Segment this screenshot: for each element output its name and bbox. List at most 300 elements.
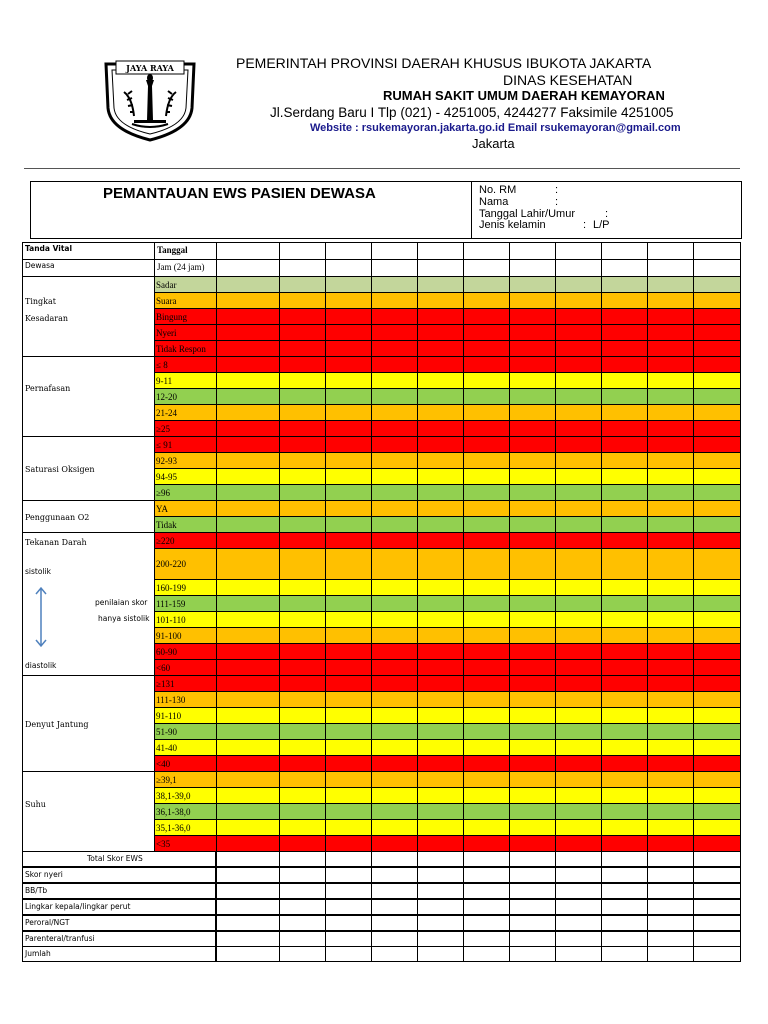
data-entry-cell[interactable] [279, 452, 326, 469]
data-entry-cell[interactable] [325, 627, 372, 644]
data-entry-cell[interactable] [279, 516, 326, 533]
data-entry-cell[interactable] [325, 500, 372, 517]
data-entry-cell[interactable] [555, 739, 602, 756]
data-entry-cell[interactable] [371, 611, 418, 628]
data-entry-cell[interactable] [325, 356, 372, 373]
data-entry-cell[interactable] [279, 579, 326, 596]
data-entry-cell[interactable] [647, 276, 694, 293]
data-entry-cell[interactable] [509, 420, 556, 437]
data-entry-cell[interactable] [601, 516, 648, 533]
data-entry-cell[interactable] [371, 292, 418, 309]
data-entry-cell[interactable] [417, 259, 464, 277]
summary-entry-cell[interactable] [216, 946, 280, 962]
data-entry-cell[interactable] [647, 548, 694, 580]
summary-entry-cell[interactable] [279, 851, 326, 867]
data-entry-cell[interactable] [601, 611, 648, 628]
data-entry-cell[interactable] [601, 675, 648, 692]
data-entry-cell[interactable] [555, 356, 602, 373]
summary-entry-cell[interactable] [216, 899, 280, 915]
summary-entry-cell[interactable] [279, 867, 326, 883]
data-entry-cell[interactable] [463, 723, 510, 740]
data-entry-cell[interactable] [279, 468, 326, 485]
data-entry-cell[interactable] [647, 500, 694, 517]
data-entry-cell[interactable] [371, 803, 418, 820]
data-entry-cell[interactable] [417, 468, 464, 485]
data-entry-cell[interactable] [601, 532, 648, 549]
summary-entry-cell[interactable] [216, 931, 280, 947]
data-entry-cell[interactable] [463, 516, 510, 533]
data-entry-cell[interactable] [509, 627, 556, 644]
data-entry-cell[interactable] [693, 308, 741, 325]
data-entry-cell[interactable] [216, 548, 280, 580]
summary-entry-cell[interactable] [647, 851, 694, 867]
summary-entry-cell[interactable] [647, 899, 694, 915]
data-entry-cell[interactable] [417, 276, 464, 293]
data-entry-cell[interactable] [371, 819, 418, 836]
data-entry-cell[interactable] [325, 532, 372, 549]
data-entry-cell[interactable] [601, 404, 648, 421]
data-entry-cell[interactable] [601, 548, 648, 580]
data-entry-cell[interactable] [555, 242, 602, 260]
summary-entry-cell[interactable] [601, 883, 648, 899]
data-entry-cell[interactable] [216, 308, 280, 325]
data-entry-cell[interactable] [555, 787, 602, 804]
data-entry-cell[interactable] [693, 500, 741, 517]
data-entry-cell[interactable] [417, 420, 464, 437]
data-entry-cell[interactable] [463, 611, 510, 628]
summary-entry-cell[interactable] [509, 883, 556, 899]
data-entry-cell[interactable] [216, 707, 280, 724]
data-entry-cell[interactable] [216, 404, 280, 421]
data-entry-cell[interactable] [555, 516, 602, 533]
data-entry-cell[interactable] [325, 242, 372, 260]
data-entry-cell[interactable] [417, 324, 464, 341]
data-entry-cell[interactable] [509, 242, 556, 260]
data-entry-cell[interactable] [371, 340, 418, 357]
data-entry-cell[interactable] [216, 276, 280, 293]
data-entry-cell[interactable] [601, 579, 648, 596]
data-entry-cell[interactable] [417, 723, 464, 740]
data-entry-cell[interactable] [216, 500, 280, 517]
data-entry-cell[interactable] [325, 452, 372, 469]
data-entry-cell[interactable] [555, 468, 602, 485]
summary-entry-cell[interactable] [279, 946, 326, 962]
data-entry-cell[interactable] [693, 803, 741, 820]
data-entry-cell[interactable] [555, 723, 602, 740]
data-entry-cell[interactable] [417, 739, 464, 756]
data-entry-cell[interactable] [325, 340, 372, 357]
data-entry-cell[interactable] [279, 595, 326, 612]
data-entry-cell[interactable] [417, 819, 464, 836]
data-entry-cell[interactable] [216, 739, 280, 756]
data-entry-cell[interactable] [216, 259, 280, 277]
data-entry-cell[interactable] [693, 340, 741, 357]
data-entry-cell[interactable] [555, 340, 602, 357]
summary-entry-cell[interactable] [555, 851, 602, 867]
data-entry-cell[interactable] [216, 452, 280, 469]
data-entry-cell[interactable] [463, 643, 510, 660]
data-entry-cell[interactable] [463, 803, 510, 820]
data-entry-cell[interactable] [216, 242, 280, 260]
data-entry-cell[interactable] [509, 388, 556, 405]
data-entry-cell[interactable] [216, 356, 280, 373]
data-entry-cell[interactable] [601, 787, 648, 804]
data-entry-cell[interactable] [417, 579, 464, 596]
data-entry-cell[interactable] [325, 835, 372, 852]
data-entry-cell[interactable] [601, 627, 648, 644]
data-entry-cell[interactable] [325, 292, 372, 309]
summary-entry-cell[interactable] [417, 931, 464, 947]
data-entry-cell[interactable] [279, 819, 326, 836]
summary-entry-cell[interactable] [555, 931, 602, 947]
data-entry-cell[interactable] [463, 388, 510, 405]
data-entry-cell[interactable] [279, 276, 326, 293]
data-entry-cell[interactable] [216, 643, 280, 660]
data-entry-cell[interactable] [647, 643, 694, 660]
data-entry-cell[interactable] [463, 771, 510, 788]
data-entry-cell[interactable] [509, 787, 556, 804]
data-entry-cell[interactable] [417, 372, 464, 389]
data-entry-cell[interactable] [647, 420, 694, 437]
data-entry-cell[interactable] [601, 707, 648, 724]
summary-entry-cell[interactable] [279, 883, 326, 899]
data-entry-cell[interactable] [216, 516, 280, 533]
data-entry-cell[interactable] [463, 707, 510, 724]
data-entry-cell[interactable] [601, 739, 648, 756]
summary-entry-cell[interactable] [555, 915, 602, 931]
data-entry-cell[interactable] [555, 452, 602, 469]
data-entry-cell[interactable] [693, 643, 741, 660]
summary-entry-cell[interactable] [325, 915, 372, 931]
summary-entry-cell[interactable] [601, 915, 648, 931]
data-entry-cell[interactable] [601, 356, 648, 373]
data-entry-cell[interactable] [371, 468, 418, 485]
data-entry-cell[interactable] [216, 484, 280, 501]
data-entry-cell[interactable] [371, 643, 418, 660]
data-entry-cell[interactable] [325, 739, 372, 756]
data-entry-cell[interactable] [601, 771, 648, 788]
data-entry-cell[interactable] [509, 803, 556, 820]
data-entry-cell[interactable] [647, 835, 694, 852]
data-entry-cell[interactable] [216, 659, 280, 676]
data-entry-cell[interactable] [647, 468, 694, 485]
data-entry-cell[interactable] [417, 691, 464, 708]
data-entry-cell[interactable] [693, 755, 741, 772]
summary-entry-cell[interactable] [279, 899, 326, 915]
data-entry-cell[interactable] [325, 659, 372, 676]
data-entry-cell[interactable] [463, 755, 510, 772]
data-entry-cell[interactable] [601, 242, 648, 260]
data-entry-cell[interactable] [371, 324, 418, 341]
data-entry-cell[interactable] [325, 468, 372, 485]
data-entry-cell[interactable] [279, 643, 326, 660]
data-entry-cell[interactable] [463, 659, 510, 676]
data-entry-cell[interactable] [509, 819, 556, 836]
data-entry-cell[interactable] [371, 388, 418, 405]
data-entry-cell[interactable] [371, 516, 418, 533]
summary-entry-cell[interactable] [509, 915, 556, 931]
data-entry-cell[interactable] [601, 292, 648, 309]
data-entry-cell[interactable] [601, 308, 648, 325]
data-entry-cell[interactable] [216, 771, 280, 788]
data-entry-cell[interactable] [325, 404, 372, 421]
data-entry-cell[interactable] [417, 356, 464, 373]
data-entry-cell[interactable] [417, 532, 464, 549]
summary-entry-cell[interactable] [325, 851, 372, 867]
data-entry-cell[interactable] [509, 548, 556, 580]
data-entry-cell[interactable] [647, 739, 694, 756]
data-entry-cell[interactable] [693, 659, 741, 676]
data-entry-cell[interactable] [279, 675, 326, 692]
data-entry-cell[interactable] [463, 324, 510, 341]
data-entry-cell[interactable] [279, 404, 326, 421]
summary-entry-cell[interactable] [601, 899, 648, 915]
data-entry-cell[interactable] [647, 675, 694, 692]
data-entry-cell[interactable] [647, 259, 694, 277]
data-entry-cell[interactable] [463, 356, 510, 373]
data-entry-cell[interactable] [693, 516, 741, 533]
data-entry-cell[interactable] [509, 516, 556, 533]
data-entry-cell[interactable] [601, 452, 648, 469]
data-entry-cell[interactable] [216, 755, 280, 772]
data-entry-cell[interactable] [463, 595, 510, 612]
data-entry-cell[interactable] [509, 755, 556, 772]
data-entry-cell[interactable] [279, 242, 326, 260]
data-entry-cell[interactable] [371, 579, 418, 596]
data-entry-cell[interactable] [216, 819, 280, 836]
data-entry-cell[interactable] [216, 691, 280, 708]
summary-entry-cell[interactable] [463, 867, 510, 883]
data-entry-cell[interactable] [279, 259, 326, 277]
data-entry-cell[interactable] [647, 340, 694, 357]
data-entry-cell[interactable] [216, 340, 280, 357]
summary-entry-cell[interactable] [463, 931, 510, 947]
summary-entry-cell[interactable] [509, 931, 556, 947]
data-entry-cell[interactable] [693, 388, 741, 405]
data-entry-cell[interactable] [509, 468, 556, 485]
data-entry-cell[interactable] [555, 819, 602, 836]
data-entry-cell[interactable] [693, 532, 741, 549]
data-entry-cell[interactable] [509, 276, 556, 293]
summary-entry-cell[interactable] [279, 915, 326, 931]
data-entry-cell[interactable] [371, 308, 418, 325]
summary-entry-cell[interactable] [647, 915, 694, 931]
data-entry-cell[interactable] [693, 276, 741, 293]
data-entry-cell[interactable] [647, 436, 694, 453]
data-entry-cell[interactable] [509, 452, 556, 469]
data-entry-cell[interactable] [325, 308, 372, 325]
data-entry-cell[interactable] [279, 611, 326, 628]
data-entry-cell[interactable] [555, 388, 602, 405]
data-entry-cell[interactable] [325, 675, 372, 692]
summary-entry-cell[interactable] [693, 851, 741, 867]
data-entry-cell[interactable] [647, 452, 694, 469]
data-entry-cell[interactable] [601, 324, 648, 341]
data-entry-cell[interactable] [417, 595, 464, 612]
summary-entry-cell[interactable] [371, 867, 418, 883]
data-entry-cell[interactable] [371, 420, 418, 437]
summary-entry-cell[interactable] [647, 867, 694, 883]
data-entry-cell[interactable] [216, 787, 280, 804]
data-entry-cell[interactable] [509, 707, 556, 724]
data-entry-cell[interactable] [509, 259, 556, 277]
data-entry-cell[interactable] [555, 276, 602, 293]
data-entry-cell[interactable] [693, 611, 741, 628]
data-entry-cell[interactable] [371, 242, 418, 260]
data-entry-cell[interactable] [463, 500, 510, 517]
data-entry-cell[interactable] [647, 324, 694, 341]
data-entry-cell[interactable] [693, 484, 741, 501]
summary-entry-cell[interactable] [693, 946, 741, 962]
data-entry-cell[interactable] [693, 787, 741, 804]
data-entry-cell[interactable] [693, 452, 741, 469]
data-entry-cell[interactable] [463, 532, 510, 549]
data-entry-cell[interactable] [509, 691, 556, 708]
data-entry-cell[interactable] [279, 803, 326, 820]
data-entry-cell[interactable] [509, 372, 556, 389]
data-entry-cell[interactable] [417, 675, 464, 692]
data-entry-cell[interactable] [279, 755, 326, 772]
data-entry-cell[interactable] [417, 292, 464, 309]
data-entry-cell[interactable] [601, 755, 648, 772]
data-entry-cell[interactable] [417, 308, 464, 325]
data-entry-cell[interactable] [555, 611, 602, 628]
data-entry-cell[interactable] [216, 595, 280, 612]
data-entry-cell[interactable] [417, 452, 464, 469]
data-entry-cell[interactable] [601, 819, 648, 836]
data-entry-cell[interactable] [647, 659, 694, 676]
summary-entry-cell[interactable] [601, 946, 648, 962]
data-entry-cell[interactable] [509, 292, 556, 309]
data-entry-cell[interactable] [325, 771, 372, 788]
data-entry-cell[interactable] [693, 404, 741, 421]
data-entry-cell[interactable] [279, 324, 326, 341]
data-entry-cell[interactable] [509, 723, 556, 740]
data-entry-cell[interactable] [601, 691, 648, 708]
data-entry-cell[interactable] [647, 404, 694, 421]
data-entry-cell[interactable] [555, 420, 602, 437]
data-entry-cell[interactable] [601, 372, 648, 389]
data-entry-cell[interactable] [279, 500, 326, 517]
data-entry-cell[interactable] [417, 755, 464, 772]
data-entry-cell[interactable] [417, 500, 464, 517]
data-entry-cell[interactable] [417, 548, 464, 580]
data-entry-cell[interactable] [693, 579, 741, 596]
data-entry-cell[interactable] [279, 627, 326, 644]
data-entry-cell[interactable] [509, 356, 556, 373]
data-entry-cell[interactable] [693, 420, 741, 437]
data-entry-cell[interactable] [509, 532, 556, 549]
data-entry-cell[interactable] [693, 595, 741, 612]
data-entry-cell[interactable] [509, 643, 556, 660]
data-entry-cell[interactable] [647, 292, 694, 309]
data-entry-cell[interactable] [463, 292, 510, 309]
data-entry-cell[interactable] [463, 787, 510, 804]
summary-entry-cell[interactable] [555, 883, 602, 899]
summary-entry-cell[interactable] [463, 946, 510, 962]
data-entry-cell[interactable] [693, 324, 741, 341]
data-entry-cell[interactable] [325, 276, 372, 293]
summary-entry-cell[interactable] [371, 851, 418, 867]
summary-entry-cell[interactable] [417, 883, 464, 899]
data-entry-cell[interactable] [463, 308, 510, 325]
data-entry-cell[interactable] [216, 675, 280, 692]
summary-entry-cell[interactable] [509, 867, 556, 883]
summary-entry-cell[interactable] [325, 899, 372, 915]
data-entry-cell[interactable] [509, 308, 556, 325]
summary-entry-cell[interactable] [325, 867, 372, 883]
data-entry-cell[interactable] [555, 324, 602, 341]
data-entry-cell[interactable] [647, 787, 694, 804]
data-entry-cell[interactable] [371, 707, 418, 724]
data-entry-cell[interactable] [463, 835, 510, 852]
data-entry-cell[interactable] [279, 707, 326, 724]
data-entry-cell[interactable] [555, 259, 602, 277]
data-entry-cell[interactable] [693, 707, 741, 724]
summary-entry-cell[interactable] [647, 931, 694, 947]
data-entry-cell[interactable] [601, 595, 648, 612]
data-entry-cell[interactable] [509, 835, 556, 852]
data-entry-cell[interactable] [417, 627, 464, 644]
data-entry-cell[interactable] [417, 643, 464, 660]
data-entry-cell[interactable] [463, 452, 510, 469]
data-entry-cell[interactable] [647, 484, 694, 501]
summary-entry-cell[interactable] [509, 946, 556, 962]
data-entry-cell[interactable] [555, 532, 602, 549]
data-entry-cell[interactable] [693, 372, 741, 389]
data-entry-cell[interactable] [555, 803, 602, 820]
summary-entry-cell[interactable] [693, 867, 741, 883]
data-entry-cell[interactable] [216, 723, 280, 740]
summary-entry-cell[interactable] [325, 931, 372, 947]
data-entry-cell[interactable] [601, 803, 648, 820]
data-entry-cell[interactable] [279, 739, 326, 756]
data-entry-cell[interactable] [509, 611, 556, 628]
summary-entry-cell[interactable] [555, 946, 602, 962]
data-entry-cell[interactable] [216, 324, 280, 341]
data-entry-cell[interactable] [463, 259, 510, 277]
data-entry-cell[interactable] [279, 723, 326, 740]
data-entry-cell[interactable] [216, 468, 280, 485]
data-entry-cell[interactable] [693, 242, 741, 260]
data-entry-cell[interactable] [371, 787, 418, 804]
summary-entry-cell[interactable] [371, 899, 418, 915]
data-entry-cell[interactable] [601, 276, 648, 293]
data-entry-cell[interactable] [463, 276, 510, 293]
data-entry-cell[interactable] [509, 579, 556, 596]
data-entry-cell[interactable] [555, 548, 602, 580]
data-entry-cell[interactable] [463, 579, 510, 596]
data-entry-cell[interactable] [693, 739, 741, 756]
data-entry-cell[interactable] [216, 436, 280, 453]
data-entry-cell[interactable] [509, 771, 556, 788]
data-entry-cell[interactable] [325, 819, 372, 836]
data-entry-cell[interactable] [216, 388, 280, 405]
data-entry-cell[interactable] [279, 340, 326, 357]
data-entry-cell[interactable] [647, 723, 694, 740]
data-entry-cell[interactable] [647, 356, 694, 373]
data-entry-cell[interactable] [693, 436, 741, 453]
data-entry-cell[interactable] [279, 532, 326, 549]
data-entry-cell[interactable] [325, 436, 372, 453]
data-entry-cell[interactable] [325, 643, 372, 660]
data-entry-cell[interactable] [216, 835, 280, 852]
data-entry-cell[interactable] [693, 627, 741, 644]
data-entry-cell[interactable] [693, 548, 741, 580]
data-entry-cell[interactable] [601, 468, 648, 485]
summary-entry-cell[interactable] [216, 883, 280, 899]
data-entry-cell[interactable] [555, 595, 602, 612]
